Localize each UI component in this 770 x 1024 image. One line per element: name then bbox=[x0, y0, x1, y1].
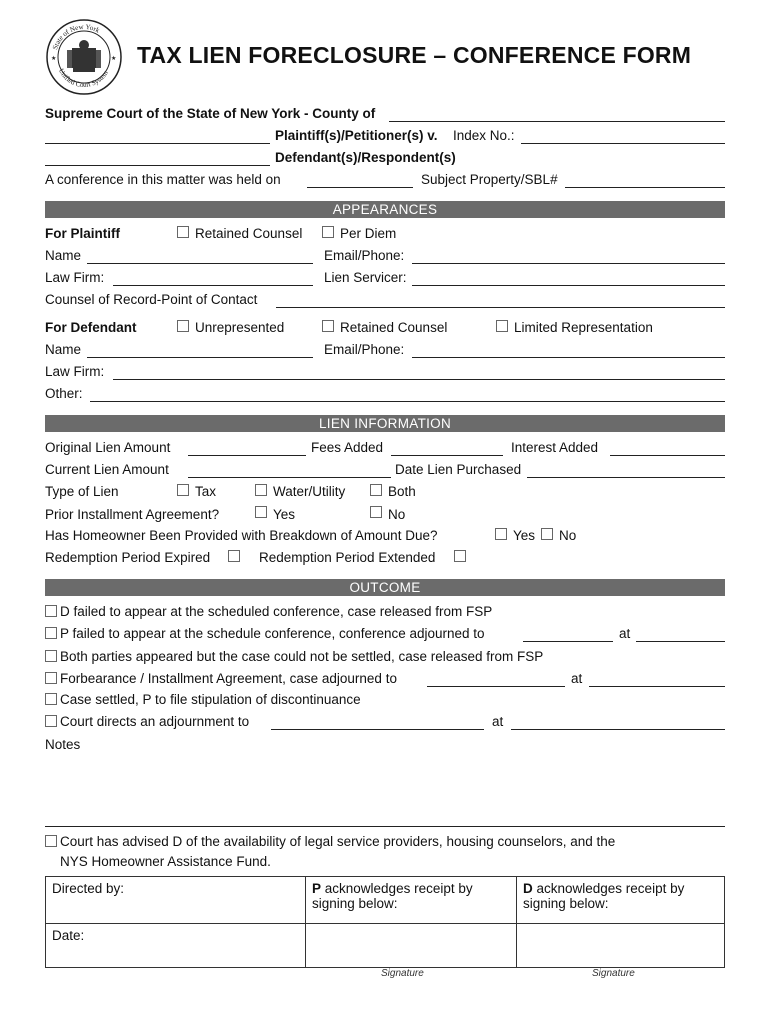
redemption-expired-label: Redemption Period Expired bbox=[45, 550, 211, 565]
lien-servicer-label: Lien Servicer: bbox=[324, 270, 407, 285]
current-lien-amount-field[interactable] bbox=[188, 477, 391, 478]
advisory-line-1: Court has advised D of the availability of legal service providers, housing counselors, and the bbox=[60, 834, 616, 849]
plaintiff-name-field[interactable] bbox=[87, 263, 313, 264]
breakdown-no-label: No bbox=[559, 528, 577, 543]
original-lien-amount-label: Original Lien Amount bbox=[45, 440, 171, 455]
plaintiff-label: Plaintiff(s)/Petitioner(s) v. bbox=[275, 128, 438, 143]
directed-by-label: Directed by: bbox=[52, 881, 125, 896]
defendant-email-field[interactable] bbox=[412, 357, 725, 358]
outcome-not-settled-checkbox[interactable] bbox=[45, 650, 57, 662]
breakdown-no-checkbox[interactable] bbox=[541, 528, 553, 540]
for-defendant-label: For Defendant bbox=[45, 320, 137, 335]
redemption-extended-checkbox[interactable] bbox=[454, 550, 466, 562]
lien-servicer-field[interactable] bbox=[412, 285, 725, 286]
index-no-label: Index No.: bbox=[453, 128, 515, 143]
notes-field[interactable] bbox=[45, 826, 725, 827]
tax-label: Tax bbox=[195, 484, 217, 499]
original-lien-amount-field[interactable] bbox=[188, 455, 306, 456]
outcome-forbearance-checkbox[interactable] bbox=[45, 672, 57, 684]
prior-installment-no-label: No bbox=[388, 507, 406, 522]
redemption-extended-label: Redemption Period Extended bbox=[259, 550, 436, 565]
d-ack-line-1: acknowledges receipt by bbox=[532, 881, 685, 896]
subject-property-field[interactable] bbox=[565, 187, 725, 188]
for-plaintiff-label: For Plaintiff bbox=[45, 226, 120, 241]
advisory-line-2: NYS Homeowner Assistance Fund. bbox=[60, 854, 271, 869]
outcome-forbearance-date-field[interactable] bbox=[427, 686, 565, 687]
outcome-adjournment-time-field[interactable] bbox=[511, 729, 725, 730]
outcome-not-settled-label: Both parties appeared but the case could not be settled, case released from FSP bbox=[60, 649, 544, 664]
notes-label: Notes bbox=[45, 737, 81, 752]
other-field[interactable] bbox=[90, 401, 725, 402]
court-county-label: Supreme Court of the State of New York - County of bbox=[45, 106, 376, 121]
counsel-of-record-label: Counsel of Record-Point of Contact bbox=[45, 292, 258, 307]
signature-table bbox=[45, 876, 725, 968]
outcome-p-failed-checkbox[interactable] bbox=[45, 627, 57, 639]
outcome-adjournment-checkbox[interactable] bbox=[45, 715, 57, 727]
outcome-settled-checkbox[interactable] bbox=[45, 693, 57, 705]
d-signature-field[interactable] bbox=[517, 924, 725, 968]
fees-added-field[interactable] bbox=[391, 455, 503, 456]
water-utility-label: Water/Utility bbox=[273, 484, 346, 499]
p-ack-cell bbox=[306, 877, 517, 924]
fees-added-label: Fees Added bbox=[311, 440, 384, 455]
county-field[interactable] bbox=[389, 121, 725, 122]
outcome-d-failed-label: D failed to appear at the scheduled conference, case released from FSP bbox=[60, 604, 493, 619]
d-ack-cell bbox=[517, 877, 725, 924]
defendant-law-firm-field[interactable] bbox=[113, 379, 725, 380]
limited-representation-label: Limited Representation bbox=[514, 320, 653, 335]
appearances-heading: APPEARANCES bbox=[45, 201, 725, 218]
advisory-checkbox[interactable] bbox=[45, 835, 57, 847]
defendant-name-label: Name bbox=[45, 342, 82, 357]
outcome-p-failed-time-field[interactable] bbox=[636, 641, 725, 642]
date-cell[interactable] bbox=[46, 924, 306, 968]
interest-added-label: Interest Added bbox=[511, 440, 599, 455]
defendant-label: Defendant(s)/Respondent(s) bbox=[275, 150, 456, 165]
outcome-forbearance-label: Forbearance / Installment Agreement, case adjourned to bbox=[60, 671, 397, 686]
current-lien-amount-label: Current Lien Amount bbox=[45, 462, 169, 477]
outcome-forbearance-time-field[interactable] bbox=[589, 686, 725, 687]
p-signature-field[interactable] bbox=[306, 924, 517, 968]
plaintiff-law-firm-field[interactable] bbox=[113, 285, 313, 286]
tax-checkbox[interactable] bbox=[177, 484, 189, 496]
svg-text:★: ★ bbox=[111, 56, 117, 62]
plaintiff-law-firm-label: Law Firm: bbox=[45, 270, 105, 285]
interest-added-field[interactable] bbox=[610, 455, 725, 456]
outcome-adjournment-date-field[interactable] bbox=[271, 729, 484, 730]
defendant-field[interactable] bbox=[45, 165, 270, 166]
prior-installment-label: Prior Installment Agreement? bbox=[45, 507, 220, 522]
plaintiff-email-label: Email/Phone: bbox=[324, 248, 405, 263]
date-label: Date: bbox=[52, 928, 85, 943]
both-label: Both bbox=[388, 484, 416, 499]
outcome-forbearance-at-label: at bbox=[571, 671, 583, 686]
svg-text:State of New York: State of New York bbox=[51, 22, 101, 51]
subject-property-label: Subject Property/SBL# bbox=[421, 172, 558, 187]
lien-information-heading: LIEN INFORMATION bbox=[45, 415, 725, 432]
plaintiff-email-field[interactable] bbox=[412, 263, 725, 264]
d-ack-party: D bbox=[523, 881, 533, 896]
outcome-p-failed-date-field[interactable] bbox=[523, 641, 613, 642]
counsel-of-record-field[interactable] bbox=[276, 307, 725, 308]
d-ack-line-2: signing below: bbox=[523, 896, 609, 911]
breakdown-question-label: Has Homeowner Been Provided with Breakdown of Amount Due? bbox=[45, 528, 438, 543]
retained-counsel-label: Retained Counsel bbox=[195, 226, 303, 241]
outcome-p-failed-label: P failed to appear at the schedule conference, conference adjourned to bbox=[60, 626, 485, 641]
ny-court-seal-icon bbox=[45, 18, 123, 96]
unrepresented-label: Unrepresented bbox=[195, 320, 285, 335]
p-ack-line-1: acknowledges receipt by bbox=[321, 881, 473, 896]
outcome-heading: OUTCOME bbox=[45, 579, 725, 596]
limited-representation-checkbox[interactable] bbox=[496, 320, 508, 332]
svg-text:★: ★ bbox=[51, 56, 57, 62]
defendant-law-firm-label: Law Firm: bbox=[45, 364, 105, 379]
retained-counsel-checkbox[interactable] bbox=[177, 226, 189, 238]
water-utility-checkbox[interactable] bbox=[255, 484, 267, 496]
defendant-email-label: Email/Phone: bbox=[324, 342, 405, 357]
def-retained-counsel-label: Retained Counsel bbox=[340, 320, 448, 335]
outcome-p-failed-at-label: at bbox=[619, 626, 631, 641]
def-retained-counsel-checkbox[interactable] bbox=[322, 320, 334, 332]
conference-held-label: A conference in this matter was held on bbox=[45, 172, 281, 187]
p-ack-party: P bbox=[312, 881, 322, 896]
prior-installment-yes-label: Yes bbox=[273, 507, 296, 522]
prior-installment-no-checkbox[interactable] bbox=[370, 506, 382, 518]
outcome-adjournment-at-label: at bbox=[492, 714, 504, 729]
defendant-name-field[interactable] bbox=[87, 357, 313, 358]
per-diem-label: Per Diem bbox=[340, 226, 397, 241]
breakdown-yes-label: Yes bbox=[513, 528, 536, 543]
prior-installment-yes-checkbox[interactable] bbox=[255, 506, 267, 518]
per-diem-checkbox[interactable] bbox=[322, 226, 334, 238]
p-signature-caption: Signature bbox=[381, 968, 424, 979]
unrepresented-checkbox[interactable] bbox=[177, 320, 189, 332]
redemption-expired-checkbox[interactable] bbox=[228, 550, 240, 562]
other-label: Other: bbox=[45, 386, 83, 401]
outcome-d-failed-checkbox[interactable] bbox=[45, 605, 57, 617]
form-title: TAX LIEN FORECLOSURE – CONFERENCE FORM bbox=[137, 42, 692, 68]
outcome-adjournment-label: Court directs an adjournment to bbox=[60, 714, 250, 729]
plaintiff-field[interactable] bbox=[45, 143, 270, 144]
conference-date-field[interactable] bbox=[307, 187, 413, 188]
directed-by-cell[interactable] bbox=[46, 877, 306, 924]
breakdown-yes-checkbox[interactable] bbox=[495, 528, 507, 540]
svg-text:Unified Court System: Unified Court System bbox=[57, 67, 110, 90]
date-lien-purchased-field[interactable] bbox=[527, 477, 725, 478]
date-lien-purchased-label: Date Lien Purchased bbox=[395, 462, 522, 477]
p-ack-line-2: signing below: bbox=[312, 896, 398, 911]
plaintiff-name-label: Name bbox=[45, 248, 82, 263]
outcome-settled-label: Case settled, P to file stipulation of discontinuance bbox=[60, 692, 361, 707]
d-signature-caption: Signature bbox=[592, 968, 635, 979]
both-checkbox[interactable] bbox=[370, 484, 382, 496]
type-of-lien-label: Type of Lien bbox=[45, 484, 119, 499]
index-no-field[interactable] bbox=[521, 143, 725, 144]
